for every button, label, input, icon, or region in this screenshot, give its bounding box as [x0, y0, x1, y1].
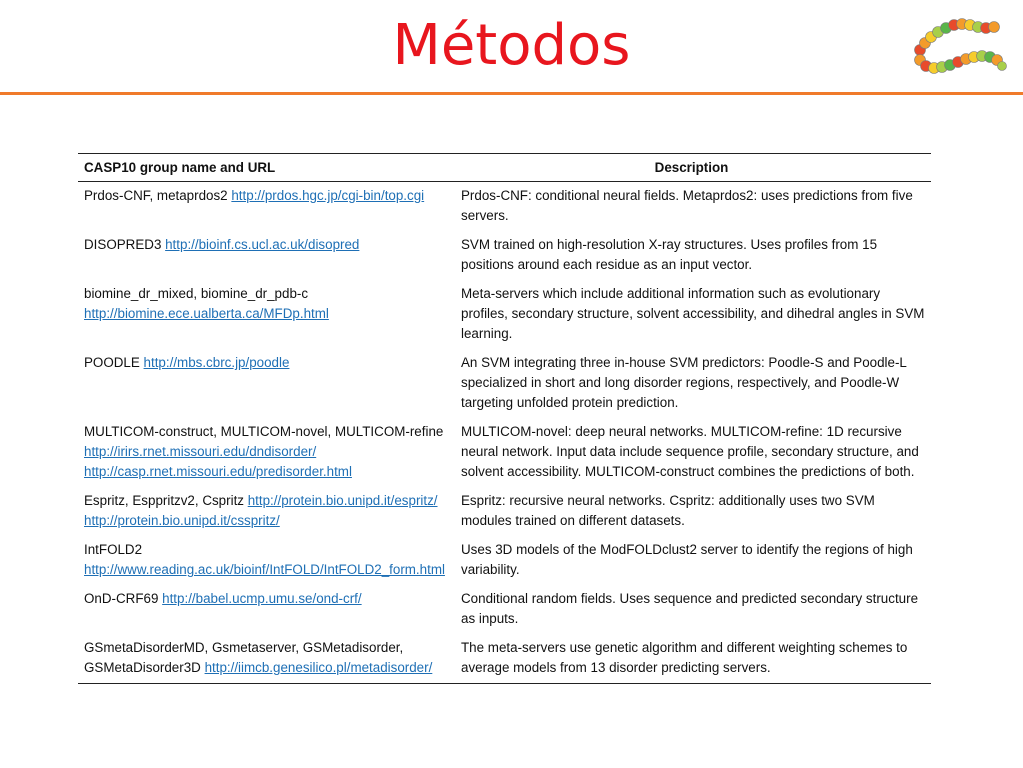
group-name-text: GSmetaDisorderMD, Gsmetaserver, GSMetadisorder, GSMetaDisorder3D	[84, 640, 404, 675]
group-name-cell	[78, 536, 452, 585]
group-name-text: Prdos-CNF, metaprdos2	[84, 188, 232, 203]
group-name-cell	[78, 418, 452, 487]
group-name-cell	[78, 585, 452, 634]
group-name-cell	[78, 349, 452, 418]
column-header-group: CASP10 group name and URL	[84, 159, 276, 175]
description-cell: Uses 3D models of the ModFOLDclust2 server to identify the regions of high variability.	[461, 542, 913, 577]
group-url-link[interactable]: http://mbs.cbrc.jp/poodle	[143, 355, 290, 370]
description-cell: Prdos-CNF: conditional neural fields. Metaprdos2: uses predictions from five servers.	[461, 188, 913, 223]
table-row	[78, 349, 931, 418]
description-cell: The meta-servers use genetic algorithm and different weighting schemes to average models from 13 disorder predicting servers.	[461, 640, 908, 675]
group-url-link[interactable]: http://protein.bio.unipd.it/csspritz/	[84, 513, 280, 528]
group-name-text: Espritz, Esppritzv2, Cspritz	[84, 493, 248, 508]
slide-title: Métodos	[392, 13, 631, 78]
group-url-link[interactable]: http://iimcb.genesilico.pl/metadisorder/	[204, 660, 433, 675]
title-divider	[0, 92, 1023, 95]
group-url-link[interactable]: http://biomine.ece.ualberta.ca/MFDp.html	[84, 306, 329, 321]
group-name-text: MULTICOM-construct, MULTICOM-novel, MULTICOM-refine	[84, 424, 444, 439]
table-row	[78, 487, 931, 536]
column-header-description: Description	[654, 159, 729, 175]
casp10-table	[78, 153, 931, 684]
table-row	[78, 536, 931, 585]
description-cell: Conditional random fields. Uses sequence and predicted secondary structure as inputs.	[461, 591, 919, 626]
protein-chain-logo-icon	[908, 14, 1008, 78]
table-row	[78, 231, 931, 280]
group-url-link[interactable]: http://prdos.hgc.jp/cgi-bin/top.cgi	[231, 188, 425, 203]
group-url-link[interactable]: http://www.reading.ac.uk/bioinf/IntFOLD/IntFOLD2_form.html	[84, 562, 445, 577]
table-row	[78, 182, 931, 232]
group-name-text: biomine_dr_mixed, biomine_dr_pdb-c	[84, 286, 309, 301]
group-name-cell	[78, 280, 452, 349]
description-cell: SVM trained on high-resolution X-ray structures. Uses profiles from 15 positions around each residue as an input vector.	[461, 237, 878, 272]
table-row	[78, 634, 931, 684]
table-row	[78, 585, 931, 634]
group-name-cell	[78, 231, 452, 280]
table-row	[78, 418, 931, 487]
group-name-text: IntFOLD2	[84, 542, 143, 557]
table-header-row	[78, 154, 931, 182]
group-url-link[interactable]: http://babel.ucmp.umu.se/ond-crf/	[162, 591, 362, 606]
description-cell: Meta-servers which include additional information such as evolutionary profiles, secondary structure, solvent accessibility, and dihedral angles in SVM learning.	[461, 286, 925, 341]
group-url-link[interactable]: http://protein.bio.unipd.it/espritz/	[247, 493, 438, 508]
group-name-cell	[78, 487, 452, 536]
group-name-text: OnD-CRF69	[84, 591, 163, 606]
group-name-cell	[78, 634, 452, 684]
group-url-link[interactable]: http://bioinf.cs.ucl.ac.uk/disopred	[165, 237, 360, 252]
description-cell: Espritz: recursive neural networks. Cspritz: additionally uses two SVM modules trained on different datasets.	[461, 493, 875, 528]
group-name-text: POODLE	[84, 355, 144, 370]
group-url-link[interactable]: http://casp.rnet.missouri.edu/predisorder.html	[84, 464, 352, 479]
table-row	[78, 280, 931, 349]
group-name-cell	[78, 182, 452, 232]
description-cell: An SVM integrating three in-house SVM predictors: Poodle-S and Poodle-L specialized in short and long disorder regions, respectively, and Poodle-W targeting unfolded protein prediction.	[461, 355, 907, 410]
group-name-text: DISOPRED3	[84, 237, 166, 252]
description-cell: MULTICOM-novel: deep neural networks. MULTICOM-refine: 1D recursive neural network. Input data include sequence profile, secondary structure, and solvent accessibility. MULTICOM-construct combines the predictions of both.	[461, 424, 919, 479]
group-url-link[interactable]: http://irirs.rnet.missouri.edu/dndisorder/	[84, 444, 317, 459]
